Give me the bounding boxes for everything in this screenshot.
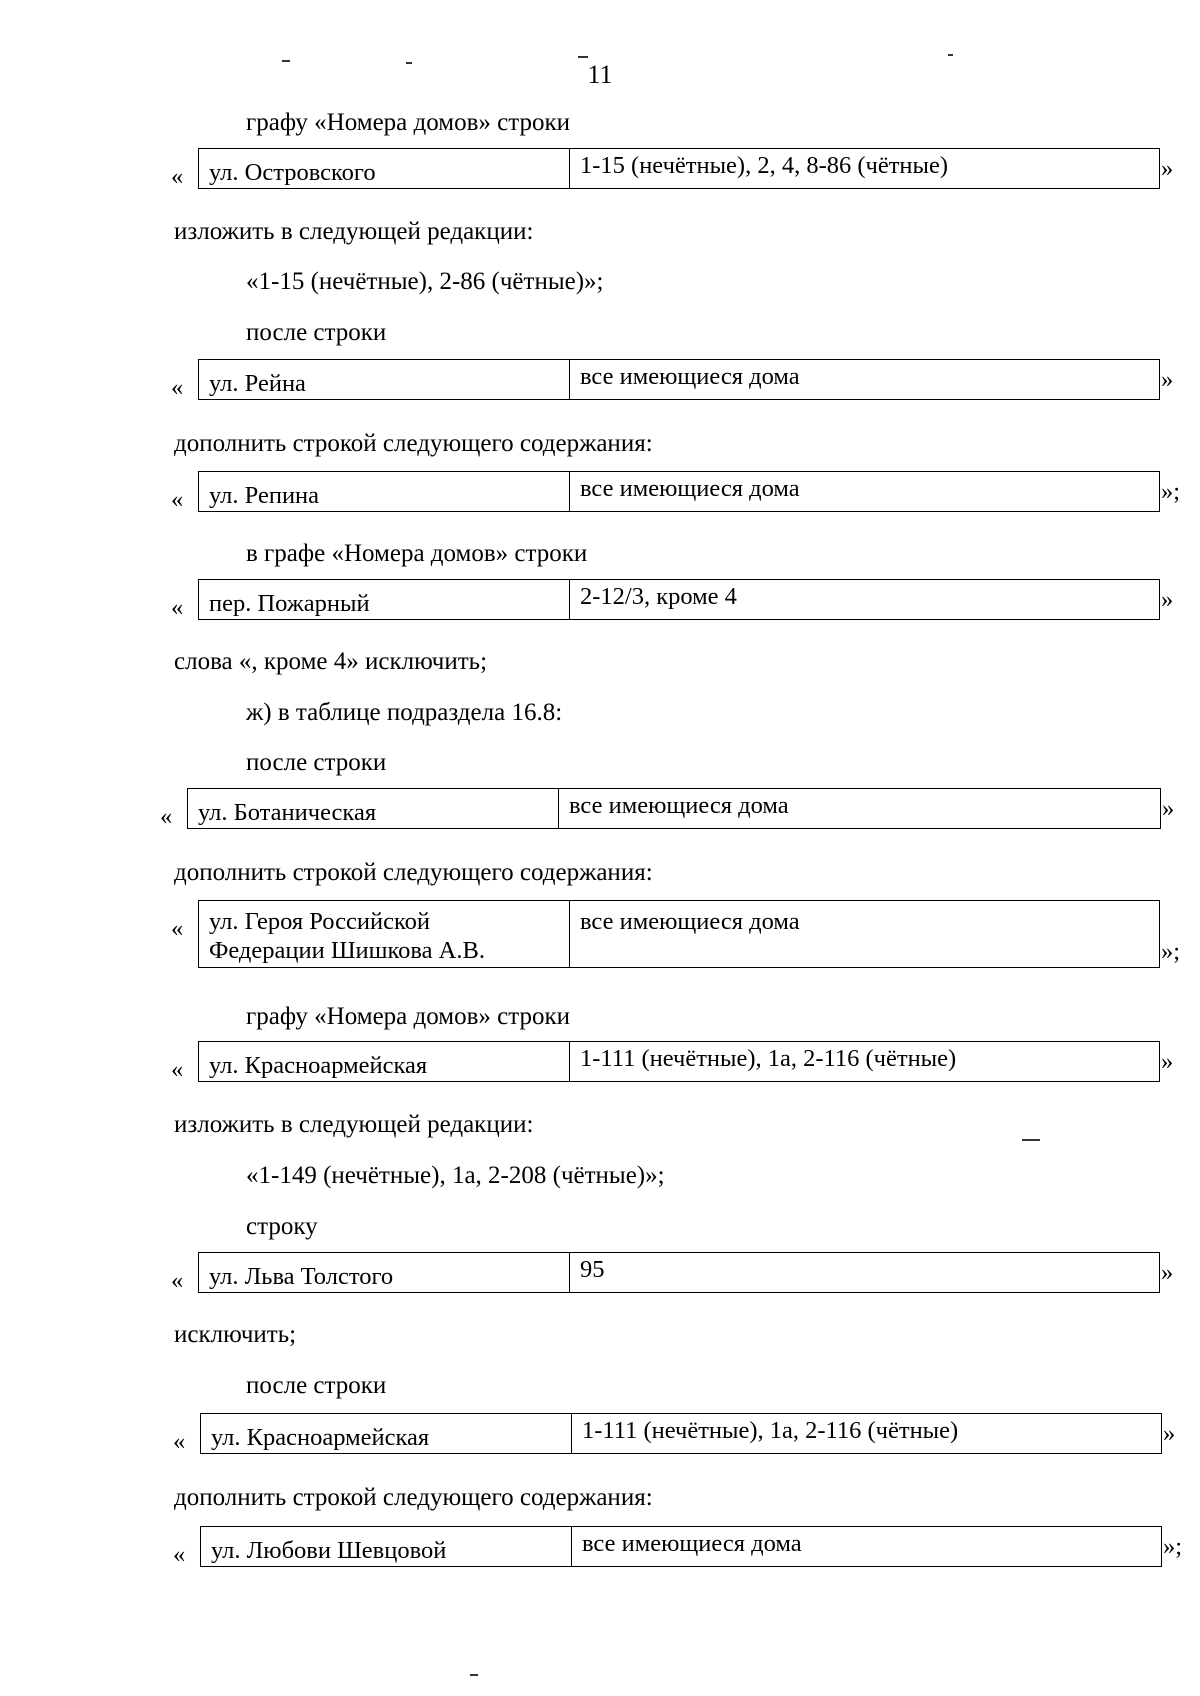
street-cell: пер. Пожарный <box>199 580 570 620</box>
houses-cell: 95 <box>570 1253 1160 1293</box>
street-table <box>198 1041 1160 1082</box>
quote-close: »; <box>1161 938 1181 965</box>
page-number: 11 <box>587 60 613 89</box>
houses-cell: все имеющиеся дома <box>570 472 1160 512</box>
street-cell: ул. Репина <box>199 472 570 512</box>
street-table <box>198 579 1160 620</box>
instruction-text: исключить; <box>174 1321 297 1348</box>
instruction-text: после строки <box>246 319 387 346</box>
quote-close: » <box>1161 155 1174 182</box>
quote-close: »; <box>1163 1533 1183 1560</box>
street-table <box>187 788 1161 829</box>
street-table <box>198 1252 1160 1293</box>
houses-cell: все имеющиеся дома <box>570 901 1160 968</box>
quote-close: » <box>1161 1259 1174 1286</box>
street-table <box>200 1413 1162 1454</box>
houses-cell: 1-15 (нечётные), 2, 4, 8-86 (чётные) <box>570 149 1160 189</box>
houses-cell: 1-111 (нечётные), 1а, 2-116 (чётные) <box>572 1414 1162 1454</box>
houses-cell: все имеющиеся дома <box>559 789 1161 829</box>
quote-open: « <box>173 1541 186 1568</box>
street-table <box>198 900 1160 968</box>
scan-speck <box>1022 1139 1040 1141</box>
houses-cell: все имеющиеся дома <box>572 1527 1162 1567</box>
scan-speck <box>470 1674 478 1676</box>
instruction-text: дополнить строкой следующего содержания: <box>174 430 653 457</box>
instruction-text: после строки <box>246 749 387 776</box>
quoted-value: «1-15 (нечётные), 2-86 (чётные)»; <box>246 268 604 295</box>
street-table <box>200 1526 1162 1567</box>
quote-open: « <box>171 374 184 401</box>
instruction-text: дополнить строкой следующего содержания: <box>174 1484 653 1511</box>
street-table <box>198 471 1160 512</box>
quote-open: « <box>171 1267 184 1294</box>
instruction-text: ж) в таблице подраздела 16.8: <box>246 699 563 726</box>
instruction-text: изложить в следующей редакции: <box>174 218 534 245</box>
street-cell: ул. Ботаническая <box>188 789 559 829</box>
quote-open: « <box>173 1428 186 1455</box>
street-cell: ул. Красноармейская <box>199 1042 570 1082</box>
quote-open: « <box>171 594 184 621</box>
street-cell <box>199 901 570 968</box>
quote-open: « <box>171 486 184 513</box>
scan-speck <box>578 56 588 58</box>
quote-open: « <box>171 1056 184 1083</box>
houses-cell: 1-111 (нечётные), 1а, 2-116 (чётные) <box>570 1042 1160 1082</box>
street-table <box>198 359 1160 400</box>
instruction-text: дополнить строкой следующего содержания: <box>174 859 653 886</box>
houses-cell: 2-12/3, кроме 4 <box>570 580 1160 620</box>
instruction-text: в графе «Номера домов» строки <box>246 540 588 567</box>
houses-cell: все имеющиеся дома <box>570 360 1160 400</box>
street-cell: ул. Любови Шевцовой <box>201 1527 572 1567</box>
street-cell: ул. Рейна <box>199 360 570 400</box>
quote-close: »; <box>1161 478 1181 505</box>
street-line: Федерации Шишкова А.В. <box>209 937 485 964</box>
quote-open: « <box>160 803 173 830</box>
scan-speck <box>948 54 953 56</box>
instruction-text: графу «Номера домов» строки <box>246 1003 570 1030</box>
quote-close: » <box>1163 1420 1176 1447</box>
quote-close: » <box>1161 586 1174 613</box>
street-cell: ул. Льва Толстого <box>199 1253 570 1293</box>
instruction-text: графу «Номера домов» строки <box>246 109 570 136</box>
quote-open: « <box>171 163 184 190</box>
quote-close: » <box>1161 1048 1174 1075</box>
quote-close: » <box>1161 366 1174 393</box>
instruction-text: слова «, кроме 4» исключить; <box>174 648 488 675</box>
instruction-text: после строки <box>246 1372 387 1399</box>
street-line: ул. Героя Российской <box>209 908 430 935</box>
street-cell: ул. Красноармейская <box>201 1414 572 1454</box>
quote-close: » <box>1162 795 1175 822</box>
instruction-text: строку <box>246 1213 318 1240</box>
quote-open: « <box>171 915 184 942</box>
quoted-value: «1-149 (нечётные), 1а, 2-208 (чётные)»; <box>246 1162 665 1189</box>
street-table <box>198 148 1160 189</box>
street-cell: ул. Островского <box>199 149 570 189</box>
instruction-text: изложить в следующей редакции: <box>174 1111 534 1138</box>
